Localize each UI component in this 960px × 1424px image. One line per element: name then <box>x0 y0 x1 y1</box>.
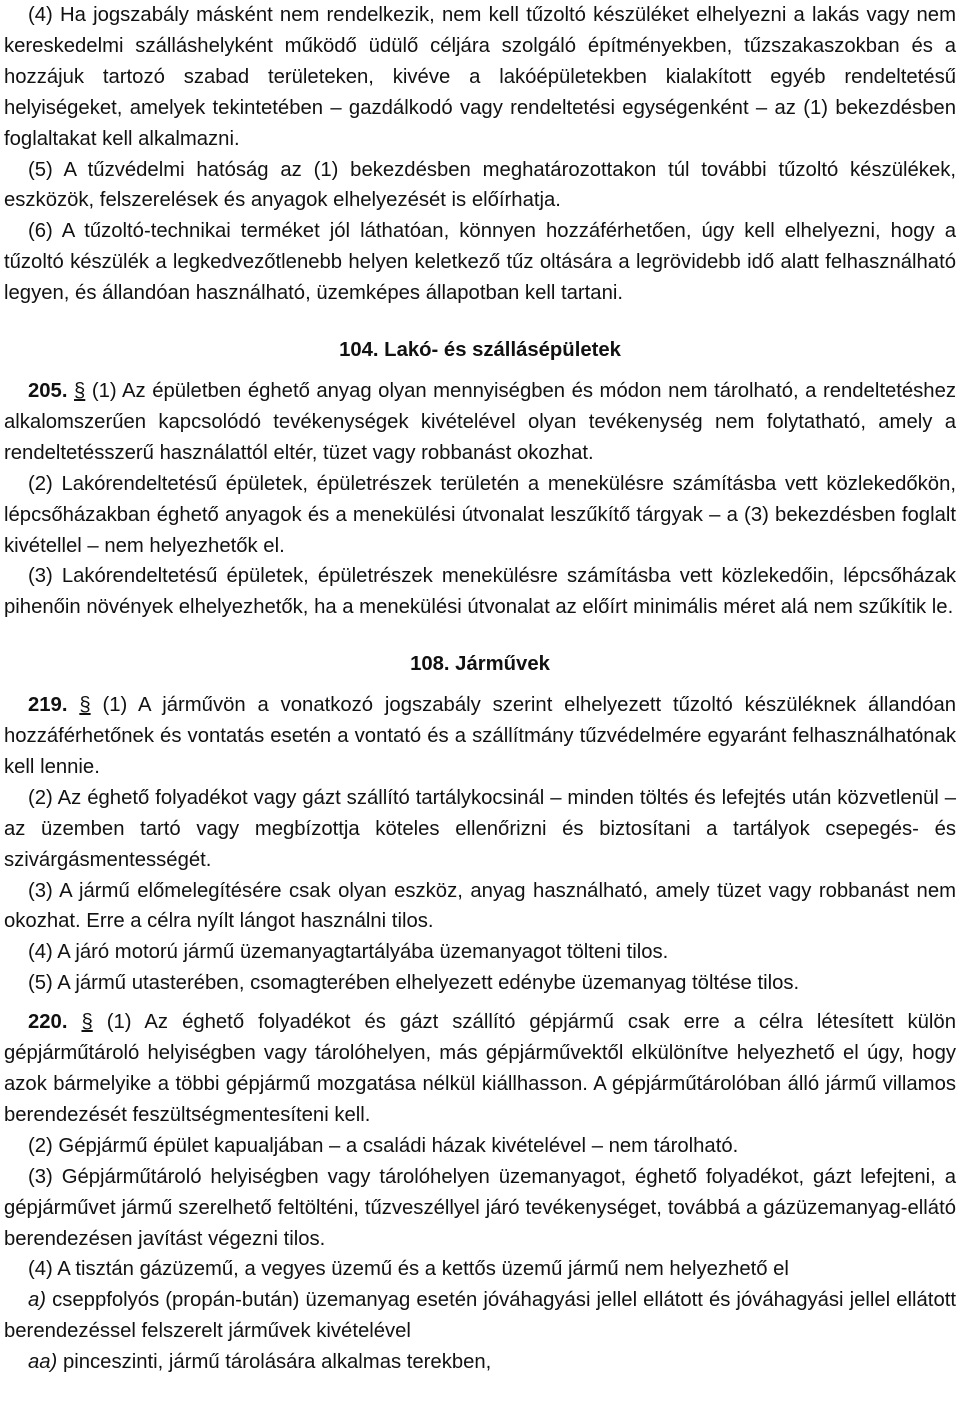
heading-108: 108. Járművek <box>410 653 550 676</box>
section-219-sign: § <box>79 694 91 717</box>
section-220-paragraph-3: (3) Gépjárműtároló helyiségben vagy tárolóhelyen üzemanyagot, éghető folyadékot, gázt lefejteni, a gépjárművet jármű szerelhető feltölténi, tűzveszéllyel járó tevékenységet, továbbá a gázüzemanyag-ellátó berendezésen javítást végezni tilos. <box>4 1165 956 1250</box>
section-220-number: 220. <box>28 1011 68 1034</box>
heading-104: 104. Lakó- és szállásépületek <box>339 339 621 362</box>
section-219-number: 219. <box>28 694 68 717</box>
paragraph-5: (5) A tűzvédelmi hatóság az (1) bekezdésben meghatározottakon túl további tűzoltó készülékek, eszközök, felszerelések és anyagok elhelyezését is előírhatja. <box>4 158 956 212</box>
section-220-paragraph-4: (4) A tisztán gázüzemű, a vegyes üzemű és a kettős üzemű jármű nem helyezhető el <box>28 1258 789 1281</box>
section-205-paragraph-1 <box>4 376 956 469</box>
section-220-p1-text: (1) Az éghető folyadékot és gázt szállító gépjármű csak erre a célra létesített külön gépjárműtároló helyiségben vagy tárolóhelyen, más gépjárművektől elkülönítve helyezhető el úgy, hogy azok bármelyike a többi gépjármű mozgatása nélkül kiállhasson. A gépjárműtárolóban álló jármű villamos berendezését feszültségmentesíteni kell. <box>4 1011 956 1126</box>
section-219-paragraph-3: (3) A jármű előmelegítésére csak olyan eszköz, anyag használható, amely tüzet vagy robbanást nem okozhat. Erre a célra nyílt lángot használni tilos. <box>4 879 956 933</box>
document-page <box>4 0 956 1378</box>
section-205-paragraph-2: (2) Lakórendeltetésű épületek, épületrészek területén a menekülésre számításba vett közlekedőkön, lépcsőházakban éghető anyagok és a menekülési útvonalat leszűkítő tárgyak – a (3) bekezdésben foglalt kivétellel – nem helyezhetők el. <box>4 472 956 557</box>
section-220-paragraph-1 <box>4 1007 956 1131</box>
section-219-paragraph-2: (2) Az éghető folyadékot vagy gázt szállító tartálykocsinál – minden töltés és lefejtés után közvetlenül – az üzemben tartó vagy megbízottja köteles ellenőrizni és biztosítani a tartályok csepegés- és szivárgásmentességét. <box>4 786 956 871</box>
paragraph-6: (6) A tűzoltó-technikai terméket jól láthatóan, könnyen hozzáférhetően, úgy kell elhelyezni, hogy a tűzoltó készülék a legkedvezőtlenebb helyen keletkező tűz oltására a legrövidebb idő alatt felhasználható legyen, és állandóan használható, üzemképes állapotban kell tartani. <box>4 220 956 305</box>
section-205-number: 205. <box>28 379 68 402</box>
section-219-paragraph-5: (5) A jármű utasterében, csomagterében elhelyezett edénybe üzemanyag töltése tilos. <box>28 972 800 995</box>
section-220-paragraph-2: (2) Gépjármű épület kapualjában – a családi házak kivételével – nem tárolható. <box>28 1134 739 1157</box>
section-205-p1-text: (1) Az épületben éghető anyag olyan mennyiségben és módon nem tárolható, a rendeltetéshez alkalomszerűen kapcsolódó tevékenységek kivételével olyan tevékenység nem folytatható, amely a rendeltetésszerű használattól eltér, tüzet vagy robbanást okozhat. <box>4 379 956 464</box>
section-219-paragraph-4: (4) A járó motorú jármű üzemanyagtartályába üzemanyagot tölteni tilos. <box>28 941 669 964</box>
paragraph-4: (4) Ha jogszabály másként nem rendelkezik, nem kell tűzoltó készüléket elhelyezni a lakás vagy nem kereskedelmi szálláshelyként működő üdülő céljára szolgáló építményekben, tűzszakaszokban és a hozzájuk tartozó szabad területeken, kivéve a lakóépületekben kialakított egyéb rendeltetésű helyiségeket, amelyek tekintetében – gazdálkodó vagy rendeltetési egységenként – az (1) bekezdésben foglaltakat kell alkalmazni. <box>4 4 956 150</box>
section-205-sign: § <box>74 379 86 402</box>
section-205-paragraph-3: (3) Lakórendeltetésű épületek, épületrészek menekülésre számításba vett közlekedőin, lépcsőházak pihenőin növények elhelyezhetők, ha a menekülési útvonalat az előírt minimális méret alá nem szűkítik le. <box>4 565 956 619</box>
section-220-item-a <box>4 1285 956 1347</box>
section-219-p1-text: (1) A járművön a vonatkozó jogszabály szerint elhelyezett tűzoltó készüléknek állandóan hozzáférhetőnek és vontatás esetén a vontató és a szállítmány tűzvédelmére egyaránt felhasználhatónak kell lennie. <box>4 694 957 778</box>
item-a-text: cseppfolyós (propán-bután) üzemanyag esetén jóváhagyási jellel ellátott és jóváhagyási jellel ellátott berendezéssel felszerelt járművek kivételével <box>4 1289 956 1343</box>
item-aa-label: aa) <box>28 1351 58 1374</box>
item-aa-text: pinceszinti, jármű tárolására alkalmas terekben, <box>57 1351 492 1374</box>
section-220-sign: § <box>81 1011 93 1034</box>
item-a-label: a) <box>28 1289 47 1312</box>
section-220-item-aa <box>4 1347 956 1378</box>
section-219-paragraph-1 <box>4 690 956 783</box>
